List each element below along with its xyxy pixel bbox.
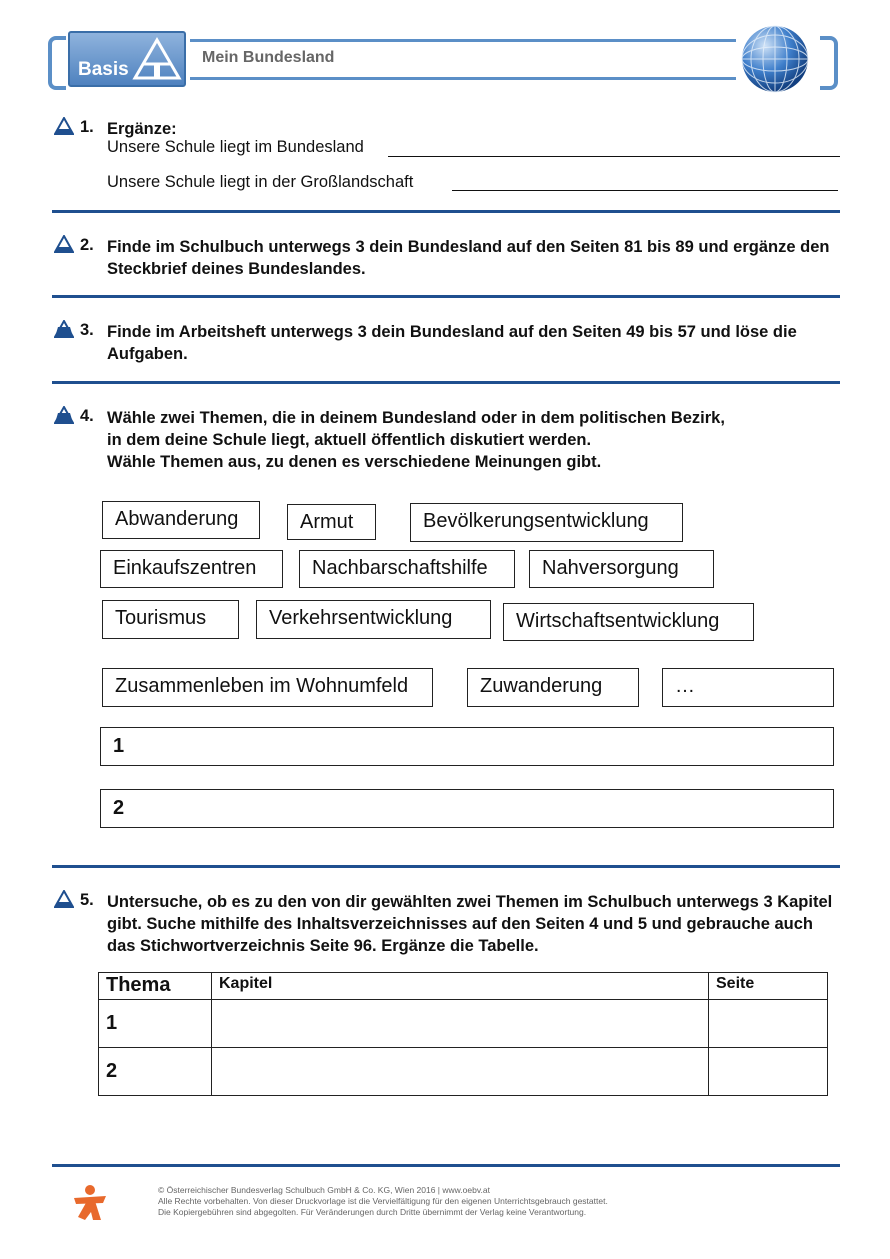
fill-in-line[interactable]	[388, 156, 840, 157]
section-divider	[52, 865, 840, 868]
pyramid-icon	[54, 117, 74, 135]
topic-box[interactable]: Nahversorgung	[529, 550, 714, 588]
section-divider	[52, 210, 840, 213]
badge-label: Basis	[78, 59, 129, 80]
table-row	[99, 1000, 828, 1048]
topic-box[interactable]: Einkaufszentren	[100, 550, 283, 588]
topic-box[interactable]: Bevölkerungsentwicklung	[410, 503, 683, 542]
page-title: Mein Bundesland	[202, 49, 335, 66]
globe-icon	[740, 24, 810, 94]
question-text-line: Wähle zwei Themen, die in deinem Bundesland oder in dem politischen Bezirk,	[107, 409, 725, 427]
topic-box-more[interactable]: …	[662, 668, 834, 707]
level-badge	[68, 31, 186, 87]
question-number: 4.	[80, 407, 94, 425]
table-header-thema: Thema	[99, 973, 212, 1000]
table-header-seite: Seite	[709, 973, 828, 1000]
table-header-kapitel: Kapitel	[212, 973, 709, 1000]
pyramid-icon	[54, 235, 74, 253]
header-line-top	[190, 39, 736, 42]
copyright-line: Die Kopiergebühren sind abgegolten. Für Veränderungen durch Dritte übernimmt der Verlag keine Verantwortung.	[158, 1207, 587, 1217]
section-divider	[52, 295, 840, 298]
topic-box[interactable]: Verkehrsentwicklung	[256, 600, 491, 639]
question-number: 3.	[80, 321, 94, 339]
header-bracket-right	[820, 36, 838, 90]
pyramid-icon	[54, 890, 74, 908]
answer-table	[98, 972, 828, 1096]
topic-box[interactable]: Wirtschaftsentwicklung	[503, 603, 754, 641]
question-number: 1.	[80, 118, 94, 136]
topic-box[interactable]: Zusammenleben im Wohnumfeld	[102, 668, 433, 707]
question-text: Finde im Arbeitsheft unterwegs 3 dein Bundesland auf den Seiten 49 bis 57 und löse die Aufgaben.	[107, 323, 797, 363]
footer-divider	[52, 1164, 840, 1167]
fill-in-label: Unsere Schule liegt in der Großlandschaft	[107, 173, 414, 191]
table-cell-kapitel[interactable]	[212, 1000, 709, 1048]
topic-box[interactable]: Tourismus	[102, 600, 239, 639]
table-cell-seite[interactable]	[709, 1000, 828, 1048]
table-row-label: 2	[99, 1048, 212, 1096]
question-number: 2.	[80, 236, 94, 254]
question-text: Finde im Schulbuch unterwegs 3 dein Bundesland auf den Seiten 81 bis 89 und ergänze den Steckbrief deines Bundeslandes.	[107, 238, 830, 278]
copyright-notice	[158, 1185, 608, 1218]
publisher-logo-icon	[70, 1183, 110, 1223]
table-cell-kapitel[interactable]	[212, 1048, 709, 1096]
table-row	[99, 1048, 828, 1096]
answer-box[interactable]: 1	[100, 727, 834, 766]
fill-in-label: Unsere Schule liegt im Bundesland	[107, 138, 364, 156]
copyright-line: © Österreichischer Bundesverlag Schulbuch GmbH & Co. KG, Wien 2016 | www.oebv.at	[158, 1185, 490, 1195]
pyramid-icon	[54, 406, 74, 424]
pyramid-icon	[54, 320, 74, 338]
copyright-line: Alle Rechte vorbehalten. Von dieser Druckvorlage ist die Vervielfältigung für den eigenen Unterrichtsgebrauch gestattet.	[158, 1196, 608, 1206]
topic-box[interactable]: Armut	[287, 504, 376, 540]
section-divider	[52, 381, 840, 384]
topic-box[interactable]: Nachbarschaftshilfe	[299, 550, 515, 588]
question-number: 5.	[80, 891, 94, 909]
pyramid-icon	[132, 37, 182, 81]
question-heading: Ergänze:	[107, 120, 177, 138]
topic-box[interactable]: Zuwanderung	[467, 668, 639, 707]
question-text-line: Wähle Themen aus, zu denen es verschiedene Meinungen gibt.	[107, 453, 602, 471]
header-bracket-left	[48, 36, 66, 90]
answer-box[interactable]: 2	[100, 789, 834, 828]
header-line-bottom	[190, 77, 736, 80]
fill-in-line[interactable]	[452, 190, 838, 191]
topic-box[interactable]: Abwanderung	[102, 501, 260, 539]
table-row-label: 1	[99, 1000, 212, 1048]
question-text: Untersuche, ob es zu den von dir gewählten zwei Themen im Schulbuch unterwegs 3 Kapitel gibt. Suche mithilfe des Inhaltsverzeichnisses auf den Seiten 4 und 5 und gebrauche auch das Stichwortverzeichnis Seite 96. Ergänze die Tabelle.	[107, 893, 833, 955]
question-text-line: in dem deine Schule liegt, aktuell öffentlich diskutiert werden.	[107, 431, 592, 449]
table-cell-seite[interactable]	[709, 1048, 828, 1096]
